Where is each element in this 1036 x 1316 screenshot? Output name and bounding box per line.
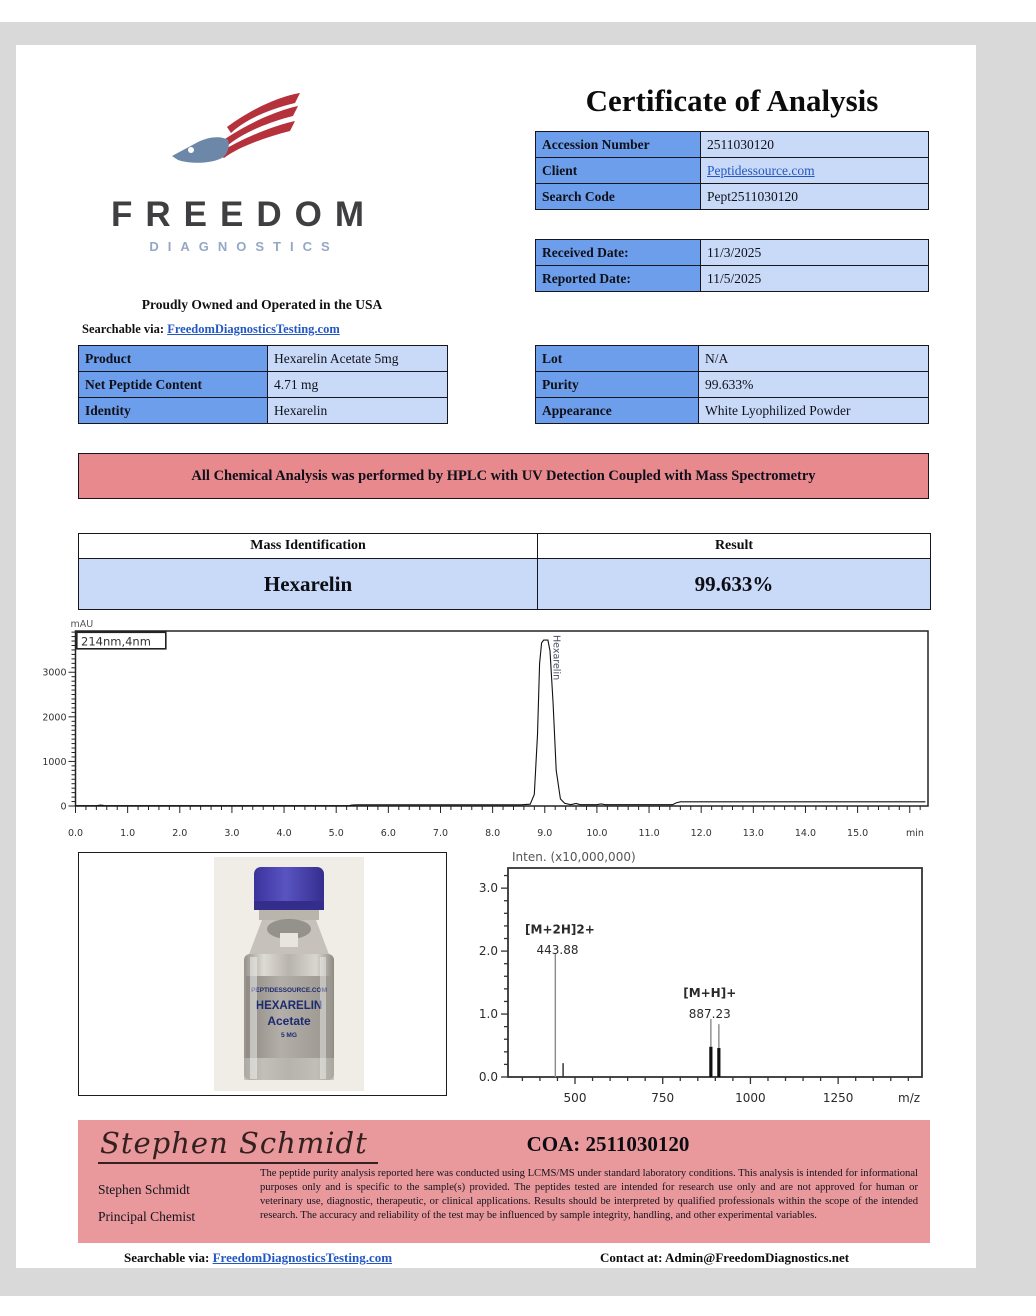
svg-text:0: 0	[60, 801, 67, 813]
svg-text:13.0: 13.0	[742, 828, 764, 839]
svg-text:7.0: 7.0	[432, 828, 449, 839]
product-value: Hexarelin Acetate 5mg	[268, 346, 448, 372]
logo-brand-text: FREEDOM	[111, 195, 377, 234]
search-code-label: Search Code	[536, 184, 701, 210]
svg-text:mAU: mAU	[70, 619, 94, 630]
vial-label-line1: PEPTIDESSOURCE.COM	[251, 987, 327, 994]
svg-text:8.0: 8.0	[485, 828, 501, 839]
product-table	[78, 345, 448, 424]
table-row	[536, 184, 929, 210]
svg-text:4.0: 4.0	[276, 828, 292, 839]
svg-text:500: 500	[563, 1091, 587, 1105]
certificate-title: Certificate of Analysis	[585, 83, 879, 118]
footer-searchable-label: Searchable via:	[124, 1250, 210, 1265]
svg-text:1000: 1000	[735, 1091, 766, 1105]
identity-label: Identity	[79, 398, 268, 424]
svg-text:12.0: 12.0	[690, 828, 712, 839]
result-table	[78, 533, 931, 610]
accession-table	[535, 131, 929, 210]
svg-text:887.23: 887.23	[688, 1006, 731, 1021]
coa-number: COA: 2511030120	[526, 1132, 690, 1156]
signature-block	[78, 1120, 930, 1243]
appearance-value: White Lyophilized Powder	[699, 398, 929, 424]
mass-spectrum	[456, 845, 936, 1115]
svg-text:0.0: 0.0	[67, 828, 84, 839]
search-code-value: Pept2511030120	[701, 184, 929, 210]
svg-text:0.0: 0.0	[478, 1070, 498, 1084]
tagline: Proudly Owned and Operated in the USA	[141, 297, 383, 312]
svg-text:214nm,4nm: 214nm,4nm	[81, 634, 151, 649]
method-banner: All Chemical Analysis was performed by HPLC with UV Detection Coupled with Mass Spectrometry	[78, 453, 929, 499]
svg-text:750: 750	[651, 1091, 675, 1105]
logo-sub-text: DIAGNOSTICS	[149, 239, 339, 254]
disclaimer-text: The peptide purity analysis reported here was conducted using LCMS/MS under standard laboratory conditions. This analysis is intended for informational purposes only and is specific to the sample(s) provided. The peptides tested are intended for research use only and are not approved for human or veterinary use, diagnostic, therapeutic, or clinical applications. Results should be interpreted by qualified professionals within the scope of the intended research. The accuracy and reliability of the test may be influenced by sample integrity, handling, and other experimental variables.	[260, 1168, 918, 1222]
reported-date-label: Reported Date:	[536, 266, 701, 292]
svg-text:[M+2H]2+: [M+2H]2+	[525, 922, 595, 937]
vial-label-line3: Acetate	[267, 1014, 311, 1028]
svg-text:m/z: m/z	[898, 1091, 921, 1105]
svg-text:Hexarelin: Hexarelin	[550, 635, 562, 681]
svg-text:[M+H]+: [M+H]+	[683, 986, 737, 1001]
client-label: Client	[536, 158, 701, 184]
svg-text:1000: 1000	[42, 756, 67, 768]
svg-text:Inten. (x10,000,000): Inten. (x10,000,000)	[512, 850, 636, 864]
client-link[interactable]: Peptidessource.com	[707, 162, 815, 178]
appearance-label: Appearance	[536, 398, 699, 424]
accession-number-label: Accession Number	[536, 132, 701, 158]
dates-table	[535, 239, 929, 292]
lot-table	[535, 345, 929, 424]
table-row	[79, 346, 448, 372]
table-row	[536, 398, 929, 424]
mass-identification-header: Mass Identification	[79, 534, 538, 559]
net-peptide-content-label: Net Peptide Content	[79, 372, 268, 398]
svg-text:2.0: 2.0	[172, 828, 188, 839]
product-label: Product	[79, 346, 268, 372]
footer-searchable	[124, 1250, 392, 1266]
freedom-eagle-logo-icon	[170, 93, 302, 191]
net-peptide-content-value: 4.71 mg	[268, 372, 448, 398]
result-header: Result	[538, 534, 931, 559]
svg-text:1.0: 1.0	[120, 828, 136, 839]
svg-text:9.0: 9.0	[537, 828, 553, 839]
vial-photo-frame	[78, 852, 447, 1096]
vial-photo	[214, 857, 364, 1091]
received-date-value: 11/3/2025	[701, 240, 929, 266]
accession-number-value: 2511030120	[701, 132, 929, 158]
table-row	[536, 372, 929, 398]
svg-text:2000: 2000	[42, 712, 67, 724]
searchable-line	[82, 322, 340, 337]
lot-label: Lot	[536, 346, 699, 372]
svg-text:443.88: 443.88	[536, 943, 579, 958]
certificate-page	[16, 45, 976, 1268]
svg-text:11.0: 11.0	[638, 828, 660, 839]
svg-text:3.0: 3.0	[478, 881, 498, 896]
footer-contact: Contact at: Admin@FreedomDiagnostics.net	[600, 1250, 850, 1265]
purity-value: 99.633%	[699, 372, 929, 398]
hplc-chromatogram	[41, 615, 941, 850]
svg-text:6.0: 6.0	[380, 828, 396, 839]
table-row	[536, 158, 929, 184]
svg-text:1250: 1250	[822, 1091, 854, 1105]
svg-text:5.0: 5.0	[328, 828, 344, 839]
footer-searchable-link[interactable]: FreedomDiagnosticsTesting.com	[212, 1250, 393, 1265]
reported-date-value: 11/5/2025	[701, 266, 929, 292]
searchable-label: Searchable via:	[82, 322, 165, 336]
svg-text:3000: 3000	[42, 667, 67, 679]
table-row	[79, 534, 931, 559]
identity-value: Hexarelin	[268, 398, 448, 424]
purity-label: Purity	[536, 372, 699, 398]
svg-text:10.0: 10.0	[586, 828, 608, 839]
svg-text:1.0: 1.0	[478, 1007, 498, 1022]
table-row	[79, 398, 448, 424]
table-row	[536, 266, 929, 292]
vial-label-line4: 5 MG	[280, 1032, 298, 1039]
svg-text:min: min	[906, 828, 924, 839]
mass-identification-name: Hexarelin	[79, 559, 538, 610]
signatory-name: Stephen Schmidt	[98, 1182, 190, 1197]
table-row	[79, 372, 448, 398]
mass-identification-result: 99.633%	[538, 559, 931, 610]
received-date-label: Received Date:	[536, 240, 701, 266]
svg-text:3.0: 3.0	[224, 828, 240, 839]
table-row	[536, 240, 929, 266]
table-row	[536, 346, 929, 372]
svg-text:2.0: 2.0	[478, 944, 498, 959]
svg-text:14.0: 14.0	[794, 828, 817, 839]
table-row	[536, 132, 929, 158]
vial-label-line2: HEXARELIN	[255, 1000, 323, 1012]
searchable-link-top[interactable]: FreedomDiagnosticsTesting.com	[167, 322, 340, 336]
client-value	[701, 158, 929, 184]
table-row	[79, 559, 931, 610]
svg-text:15.0: 15.0	[847, 828, 869, 839]
signatory-role: Principal Chemist	[98, 1209, 196, 1224]
lot-value: N/A	[699, 346, 929, 372]
signature-script: Stephen Schmidt	[98, 1126, 378, 1164]
